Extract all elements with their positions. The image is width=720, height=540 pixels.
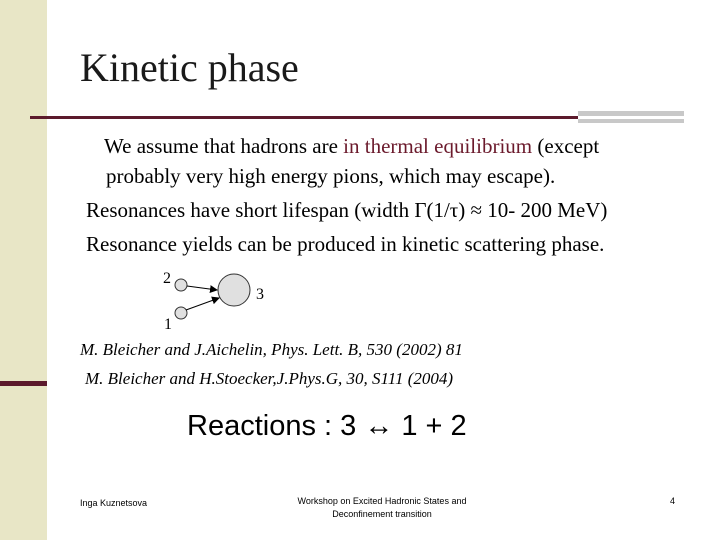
reference-1: M. Bleicher and J.Aichelin, Phys. Lett. B, 530 (2002) 81 (80, 340, 463, 359)
particle-2-circle (175, 279, 187, 291)
page-number: 4 (670, 496, 676, 506)
sidebar-decoration (0, 0, 47, 540)
bullet-1-line-1: We assume that hadrons are in thermal equilibrium (except (104, 134, 600, 158)
particle-1-circle (175, 307, 187, 319)
label-particle-3: 3 (256, 286, 264, 303)
footer-event: Workshop on Excited Hadronic States and Deconfinement transition (297, 496, 467, 519)
bullet-1-line-2: probably very high energy pions, which may escape). (106, 164, 556, 188)
particle-3-circle (218, 274, 250, 306)
label-particle-1: 1 (164, 316, 172, 333)
footer-author: Inga Kuznetsova (80, 498, 148, 508)
sidebar-accent-bar (0, 381, 47, 386)
title-underline-accent (578, 111, 684, 116)
title-underline (30, 116, 578, 119)
reference-2: M. Bleicher and H.Stoecker,J.Phys.G, 30, S111 (2004) (85, 369, 454, 388)
slide-title: Kinetic phase (80, 45, 299, 90)
scattering-diagram (165, 268, 265, 328)
reaction-equation: Reactions : 3 ↔ 1 + 2 (187, 410, 467, 442)
highlight-text: in thermal equilibrium (343, 134, 533, 158)
title-underline-accent-2 (578, 119, 684, 123)
arrow-from-1 (186, 298, 219, 310)
bullet-2: Resonances have short lifespan (width Γ(1/τ) ≈ 10- 200 MeV) (86, 198, 608, 222)
label-particle-2: 2 (163, 270, 171, 287)
arrow-from-2 (187, 286, 217, 290)
bullet-3: Resonance yields can be produced in kinetic scattering phase. (86, 232, 605, 256)
